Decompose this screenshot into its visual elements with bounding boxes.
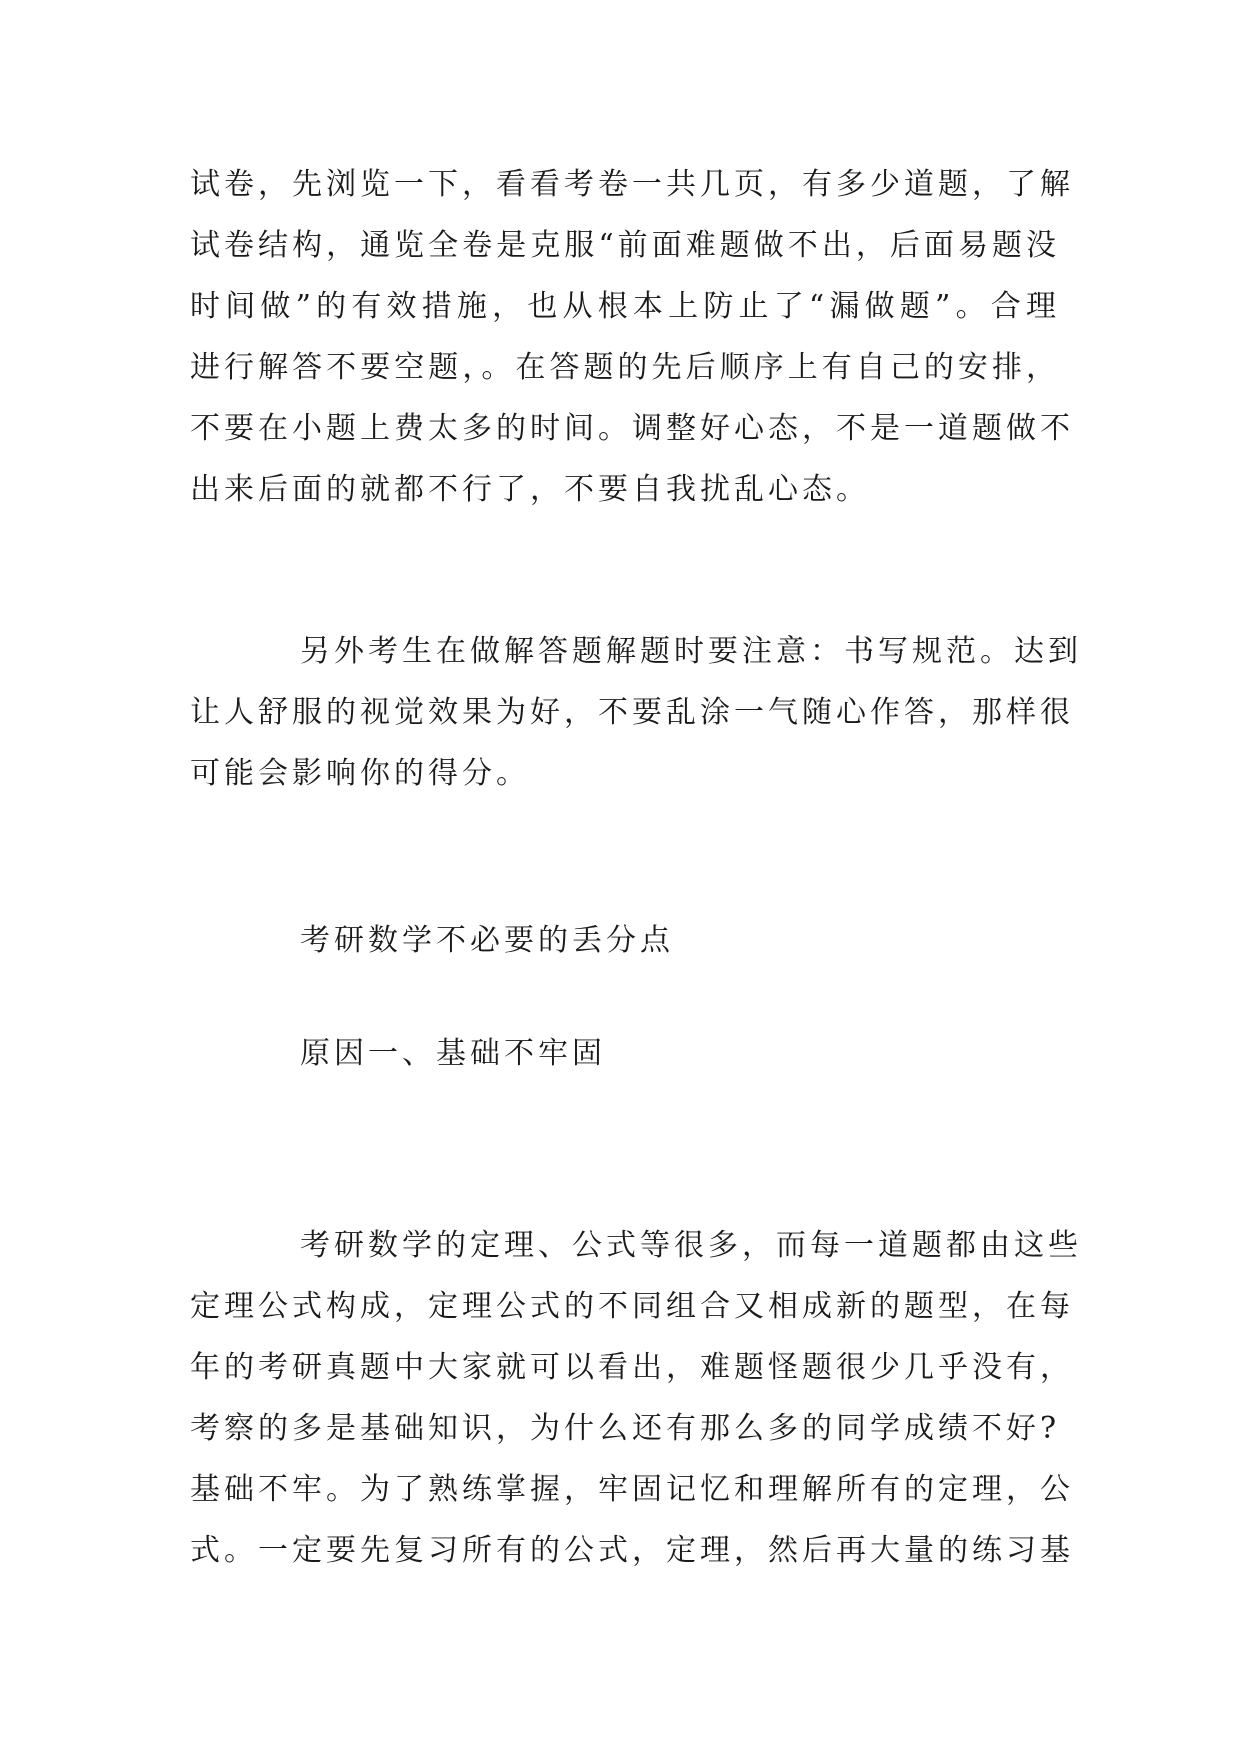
paragraph-line: 考研数学的定理、公式等很多，而每一道题都由这些 [300,1228,1082,1263]
paragraph-line: 式。一定要先复习所有的公式，定理，然后再大量的练习基 [190,1533,1074,1568]
paragraph-line: 让人舒服的视觉效果为好，不要乱涂一气随心作答，那样很 [190,695,1074,730]
paragraph-line: 试卷，先浏览一下，看看考卷一共几页，有多少道题，了解 [190,167,1074,202]
paragraph-2 [190,621,1082,804]
paragraph-line: 可能会影响你的得分。 [190,756,530,791]
section-subheading [190,1023,1060,1084]
paragraph-line: 出来后面的就都不行了，不要自我扰乱心态。 [190,472,870,507]
paragraph-1 [190,154,1074,520]
section-heading-text: 考研数学不必要的丢分点 [300,923,674,958]
paragraph-line: 年的考研真题中大家就可以看出，难题怪题很少几乎没有， [190,1350,1074,1385]
section-heading [190,910,1060,971]
paragraph-line: 时间做”的有效措施，也从根本上防止了“漏做题”。合理 [190,289,1060,324]
paragraph-line: 试卷结构，通览全卷是克服“前面难题做不出，后面易题没 [190,228,1060,263]
paragraph-line: 基础不牢。为了熟练掌握，牢固记忆和理解所有的定理，公 [190,1472,1074,1507]
paragraph-line: 进行解答不要空题，。在答题的先后顺序上有自己的安排， [190,350,1060,385]
paragraph-line: 考察的多是基础知识，为什么还有那么多的同学成绩不好? [190,1411,1061,1446]
paragraph-line: 不要在小题上费太多的时间。调整好心态，不是一道题做不 [190,411,1074,446]
paragraph-line: 定理公式构成，定理公式的不同组合又相成新的题型，在每 [190,1289,1074,1324]
paragraph-line: 另外考生在做解答题解题时要注意：书写规范。达到 [300,634,1082,669]
section-subheading-text: 原因一、基础不牢固 [300,1036,606,1071]
paragraph-3 [190,1215,1082,1581]
